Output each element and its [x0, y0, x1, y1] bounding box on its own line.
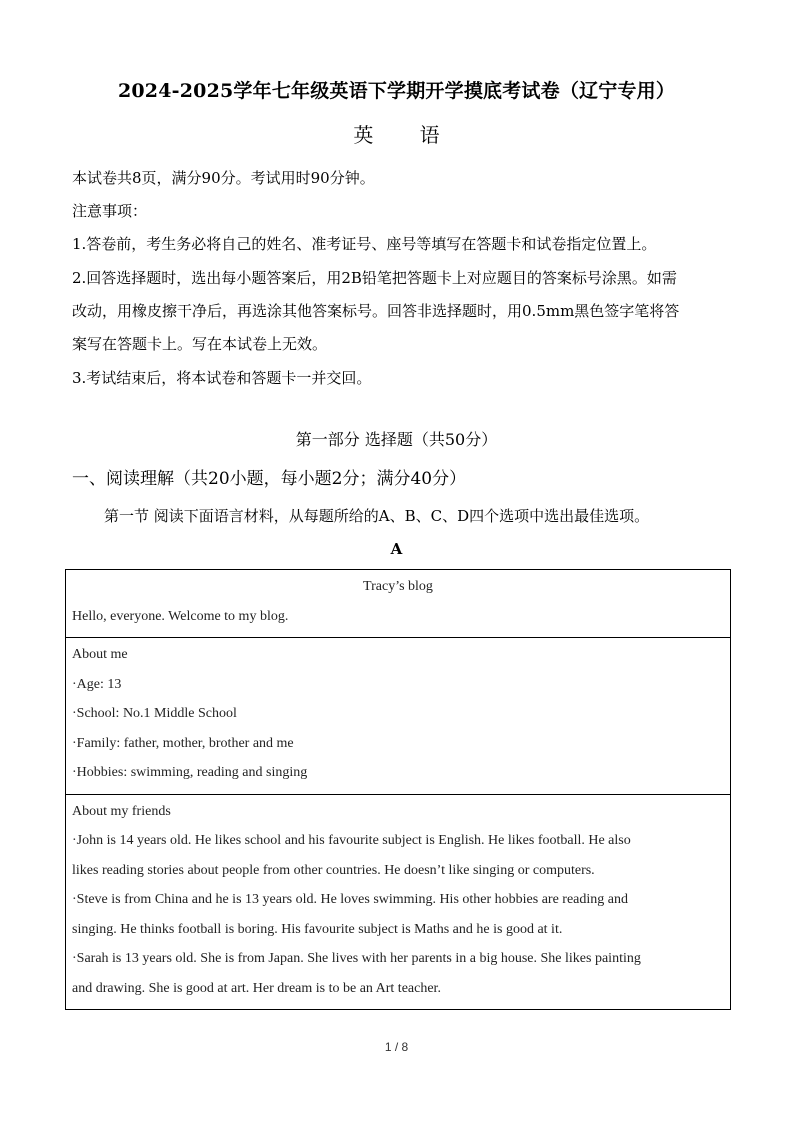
notes-label: 注意事项： [72, 202, 148, 220]
blog-title: Tracy’s blog [363, 579, 433, 594]
note-1: 1.答卷前，考生务必将自己的姓名、准考证号、座号等填写在答题卡和试卷指定位置上。 [72, 235, 657, 253]
note-2-line-2: 改动，用橡皮擦干净后，再选涂其他答案标号。回答非选择题时，用0.5mm黑色签字笔将答 [72, 302, 680, 320]
about-me-cell [66, 638, 730, 795]
note-2-line-1: 2.回答选择题时，选出每小题答案后，用2B铅笔把答题卡上对应题目的答案标号涂黑。如需 [72, 269, 677, 287]
reading-section-heading: 一、阅读理解（共20小题，每小题2分；满分40分） [72, 469, 467, 489]
passage-label: A [390, 540, 403, 558]
friend-steve-line-1: ·Steve is from China and he is 13 years old. He loves swimming. His other hobbies are reading and [72, 892, 628, 907]
blog-table [65, 569, 731, 1010]
about-me-heading: About me [72, 647, 128, 662]
page-number: 1 / 8 [384, 1040, 409, 1054]
about-me-family: ·Family: father, mother, brother and me [72, 735, 294, 751]
friend-john-line-1: ·John is 14 years old. He likes school and his favourite subject is English. He likes football. He also [72, 833, 631, 848]
exam-title: 2024-2025学年七年级英语下学期开学摸底考试卷（辽宁专用） [117, 80, 676, 102]
about-friends-cell [66, 795, 730, 1010]
friend-sarah-line-2: and drawing. She is good at art. Her dream is to be an Art teacher. [72, 980, 441, 996]
about-me-school: ·School: No.1 Middle School [72, 706, 237, 721]
note-3: 3.考试结束后，将本试卷和答题卡一并交回。 [72, 369, 372, 387]
exam-info: 本试卷共8页，满分90分。考试用时90分钟。 [72, 169, 375, 187]
about-me-age: ·Age: 13 [72, 676, 122, 692]
about-me-hobbies: ·Hobbies: swimming, reading and singing [72, 765, 308, 780]
part-one-heading: 第一部分 选择题（共50分） [295, 430, 498, 449]
blog-header-cell [66, 570, 730, 638]
friend-john-line-2: likes reading stories about people from other countries. He doesn’t like singing or computers. [72, 862, 595, 878]
subject-heading: 英 语 [353, 123, 440, 147]
blog-greeting: Hello, everyone. Welcome to my blog. [72, 608, 289, 624]
section-instruction: 第一节 阅读下面语言材料，从每题所给的A、B、C、D四个选项中选出最佳选项。 [104, 507, 650, 525]
note-2-line-3: 案写在答题卡上。写在本试卷上无效。 [72, 335, 328, 353]
friend-sarah-line-1: ·Sarah is 13 years old. She is from Japan. She lives with her parents in a big house. She likes painting [72, 951, 641, 966]
friend-steve-line-2: singing. He thinks football is boring. His favourite subject is Maths and he is good at it. [72, 921, 563, 937]
friends-heading: About my friends [72, 803, 171, 819]
